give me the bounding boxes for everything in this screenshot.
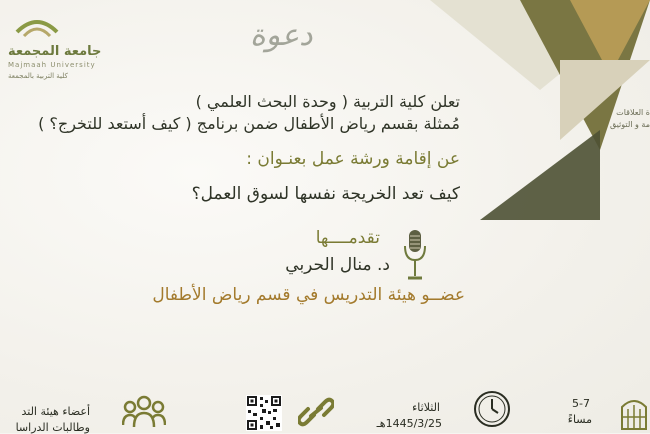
event-time-range: 5-7 [572,397,590,410]
qr-code-icon[interactable] [246,395,282,431]
university-emblem-icon [12,12,62,40]
presenter-role: عضــو هيئة التدريس في قسم رياض الأطفال [152,285,465,305]
relations-unit-line2: مة و التوثيق [609,120,650,129]
decor-triangle-dark [480,130,600,220]
link-icon[interactable] [298,395,334,429]
event-day: الثلاثاء [412,401,440,414]
event-time-period: مساءً [567,413,592,426]
clock-icon [472,389,512,429]
building-icon [618,393,650,431]
workshop-topic: كيف تعد الخريجة نفسها لسوق العمل؟ [191,184,460,204]
audience-line-2: وطالبات الدراسا [15,421,90,434]
university-name-ar: جامعة المجمعة [8,44,102,59]
event-info-footer [0,385,650,433]
microphone-icon [400,228,430,284]
audience-line-1: أعضاء هيئة التد [21,405,90,418]
university-logo [0,8,102,88]
audience-group-icon [122,393,166,429]
relations-unit-line1: ة العلاقات [616,108,650,117]
presenter-name: د. منال الحربي [285,255,390,275]
college-name: كلية التربية بالمجمعة [8,72,68,80]
event-date: 1445/3/25هـ [376,417,442,430]
invitation-calligraphy: دعوة [250,18,313,53]
relations-unit-logo [590,108,650,129]
presented-by-label: تقدمــــها [315,228,380,248]
intro-line-1: تعلن كلية التربية ( وحدة البحث العلمي ) [195,92,460,111]
intro-line-2: مُمثلة بقسم رياض الأطفال ضمن برنامج ( كيف أستعد للتخرج؟ ) [38,114,460,133]
university-name-en: Majmaah University [8,61,96,69]
workshop-announcement: عن إقامة ورشة عمل بعنـوان : [246,149,460,169]
